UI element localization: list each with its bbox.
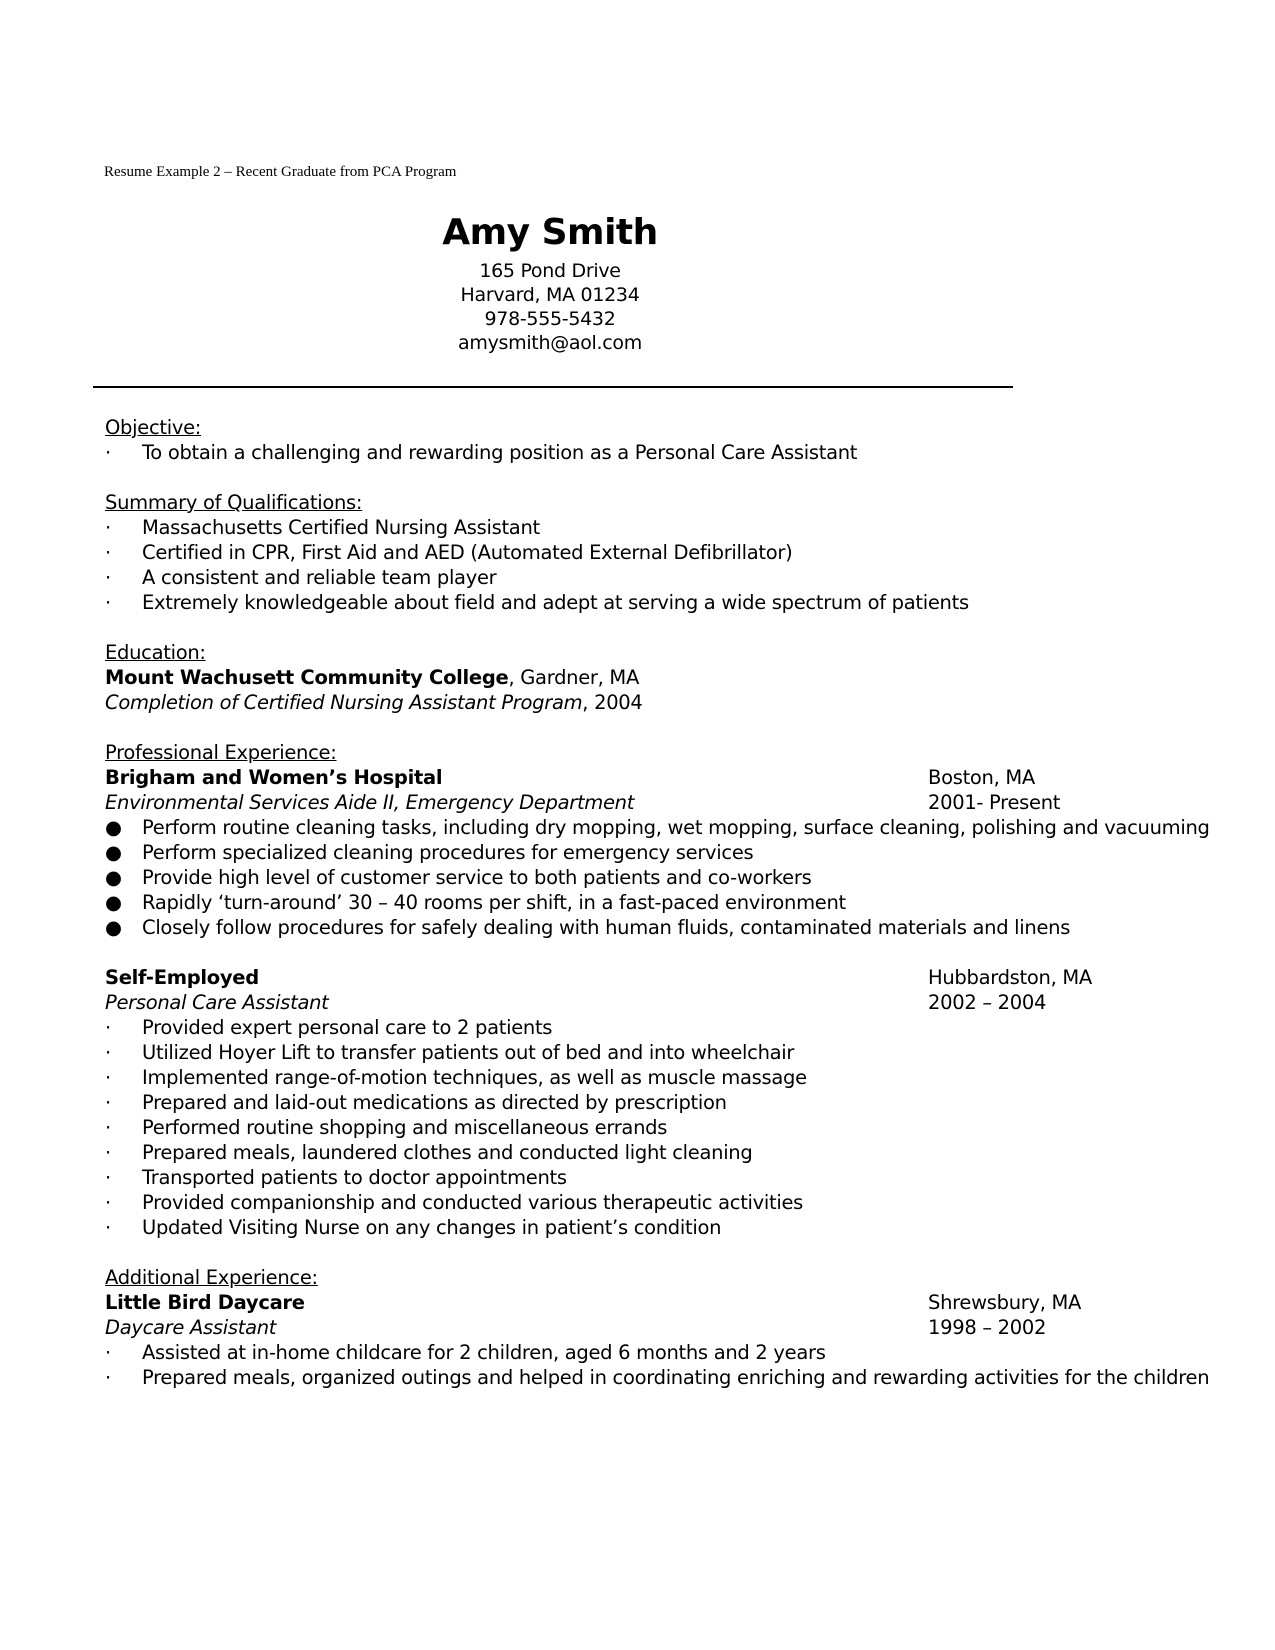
job-dates: 2001- Present bbox=[928, 791, 1061, 814]
list-item: · Utilized Hoyer Lift to transfer patients out of bed and into wheelchair bbox=[105, 1041, 795, 1064]
job-location: Shrewsbury, MA bbox=[928, 1291, 1082, 1314]
list-item: · A consistent and reliable team player bbox=[105, 566, 497, 589]
employer-name: Brigham and Women’s Hospital bbox=[105, 766, 443, 789]
list-item: ● Perform specialized cleaning procedures for emergency services bbox=[105, 841, 754, 864]
job-duties-list bbox=[105, 1015, 1205, 1240]
document-header-note: Resume Example 2 – Recent Graduate from PCA Program bbox=[104, 164, 457, 180]
employer-name: Self-Employed bbox=[105, 966, 259, 989]
list-item: ● Rapidly ‘turn-around’ 30 – 40 rooms per shift, in a fast-paced environment bbox=[105, 891, 846, 914]
job-dates: 2002 – 2004 bbox=[928, 991, 1047, 1014]
job-header-row bbox=[105, 965, 1205, 990]
job-role-row bbox=[105, 790, 1205, 815]
program-year: , 2004 bbox=[582, 691, 643, 714]
contact-email: amysmith@aol.com bbox=[458, 332, 642, 354]
list-item: · Prepared and laid-out medications as directed by prescription bbox=[105, 1091, 727, 1114]
list-item: · Transported patients to doctor appointments bbox=[105, 1166, 567, 1189]
employer-name: Little Bird Daycare bbox=[105, 1291, 305, 1314]
list-item: · Prepared meals, laundered clothes and conducted light cleaning bbox=[105, 1141, 753, 1164]
applicant-name: Amy Smith bbox=[442, 212, 658, 253]
list-item: · To obtain a challenging and rewarding position as a Personal Care Assistant bbox=[105, 441, 858, 464]
list-item: · Updated Visiting Nurse on any changes in patient’s condition bbox=[105, 1216, 722, 1239]
job-role-row bbox=[105, 1315, 1205, 1340]
job-duties-list bbox=[105, 1340, 1210, 1390]
section-title-education: Education: bbox=[105, 641, 206, 664]
job-dates: 1998 – 2002 bbox=[928, 1316, 1047, 1339]
school-location: , Gardner, MA bbox=[508, 666, 639, 689]
contact-phone: 978-555-5432 bbox=[484, 308, 616, 330]
list-item: · Certified in CPR, First Aid and AED (Automated External Defibrillator) bbox=[105, 541, 793, 564]
program-name: Completion of Certified Nursing Assistant Program bbox=[105, 691, 583, 714]
list-item: ● Perform routine cleaning tasks, including dry mopping, wet mopping, surface cleaning, polishing and vacuuming bbox=[105, 816, 1210, 839]
education-school bbox=[105, 665, 1205, 690]
header-divider bbox=[93, 386, 1013, 388]
list-item: · Extremely knowledgeable about field and adept at serving a wide spectrum of patients bbox=[105, 591, 969, 614]
contact-street: 165 Pond Drive bbox=[479, 260, 621, 282]
section-title-qualifications: Summary of Qualifications: bbox=[105, 491, 363, 514]
school-name: Mount Wachusett Community College bbox=[105, 666, 509, 689]
job-location: Hubbardston, MA bbox=[928, 966, 1092, 989]
list-item: · Provided expert personal care to 2 patients bbox=[105, 1016, 553, 1039]
list-item: ● Closely follow procedures for safely dealing with human fluids, contaminated materials and linens bbox=[105, 916, 1071, 939]
list-item: · Implemented range-of-motion techniques, as well as muscle massage bbox=[105, 1066, 807, 1089]
job-role: Daycare Assistant bbox=[105, 1316, 277, 1339]
education-program bbox=[105, 690, 1205, 715]
list-item: · Provided companionship and conducted various therapeutic activities bbox=[105, 1191, 804, 1214]
list-item: · Performed routine shopping and miscellaneous errands bbox=[105, 1116, 668, 1139]
section-title-objective: Objective: bbox=[105, 416, 202, 439]
list-item: · Prepared meals, organized outings and helped in coordinating enriching and rewarding activities for the children bbox=[105, 1366, 1210, 1389]
resume-body bbox=[105, 415, 1210, 1390]
list-item: · Assisted at in-home childcare for 2 children, aged 6 months and 2 years bbox=[105, 1341, 826, 1364]
job-role: Environmental Services Aide II, Emergency Department bbox=[105, 791, 635, 814]
list-item: · Massachusetts Certified Nursing Assistant bbox=[105, 516, 540, 539]
job-role: Personal Care Assistant bbox=[105, 991, 329, 1014]
qualifications-list bbox=[105, 515, 1205, 615]
job-location: Boston, MA bbox=[928, 766, 1035, 789]
job-header-row bbox=[105, 765, 1205, 790]
list-item: ● Provide high level of customer service to both patients and co-workers bbox=[105, 866, 812, 889]
job-header-row bbox=[105, 1290, 1205, 1315]
objective-list bbox=[105, 440, 1205, 465]
job-duties-list bbox=[105, 815, 1210, 940]
section-title-professional: Professional Experience: bbox=[105, 741, 337, 764]
contact-city: Harvard, MA 01234 bbox=[460, 284, 640, 306]
section-title-additional: Additional Experience: bbox=[105, 1266, 318, 1289]
job-role-row bbox=[105, 990, 1205, 1015]
